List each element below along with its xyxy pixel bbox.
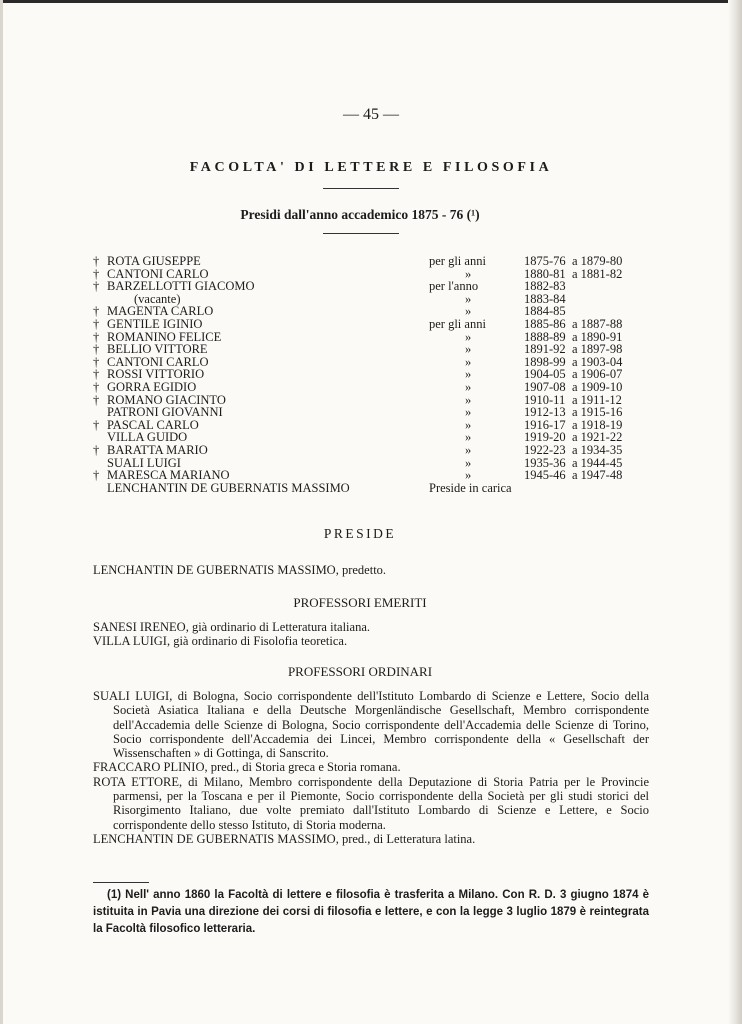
preside-name: ROTA GIUSEPPE — [107, 254, 201, 268]
year-to: a 1890-91 — [572, 329, 623, 344]
year-from: 1875-76 — [524, 254, 566, 268]
preside-name: LENCHANTIN DE GUBERNATIS MASSIMO — [107, 480, 350, 495]
divider — [323, 233, 399, 234]
period-label: » — [465, 342, 472, 357]
preside-name: PASCAL CARLO — [107, 417, 199, 432]
period-label: per gli anni — [429, 254, 486, 268]
year-from: 1922-23 — [524, 442, 566, 457]
professor-entry: FRACCARO PLINIO, pred., di Storia greca e Storia romana. — [93, 760, 401, 775]
year-from: 1891-92 — [524, 342, 566, 357]
year-to: a 1947-48 — [572, 468, 623, 483]
period-label: » — [465, 392, 472, 407]
deceased-cross-mark: † — [93, 442, 100, 457]
year-from: 1935-36 — [524, 455, 566, 470]
presidi-row — [93, 255, 653, 268]
year-to: a 1897-98 — [572, 342, 623, 357]
year-to: a 1887-88 — [572, 316, 623, 331]
year-from: 1898-99 — [524, 354, 566, 369]
year-from: 1945-46 — [524, 468, 566, 483]
period-label: » — [465, 291, 472, 306]
period-label: » — [465, 405, 472, 420]
faculty-title: FACOLTA' DI LETTERE E FILOSOFIA — [189, 160, 553, 175]
deceased-cross-mark: † — [93, 417, 100, 432]
presidi-row — [93, 444, 653, 457]
professor-entry: SANESI IRENEO, già ordinario di Letteratura italiana. — [93, 620, 371, 634]
preside-name: SUALI LUIGI — [107, 455, 181, 470]
deceased-cross-mark: † — [93, 254, 100, 268]
deceased-cross-mark: † — [93, 329, 100, 344]
preside-name: GORRA EGIDIO — [107, 379, 197, 394]
preside-name: MAGENTA CARLO — [107, 304, 214, 319]
year-from: 1883-84 — [524, 291, 566, 306]
year-from: 1882-83 — [524, 279, 566, 294]
period-label: Preside in carica — [429, 480, 512, 495]
page-edge-right — [728, 0, 742, 1024]
professor-entry: VILLA LUIGI, già ordinario di Fisolofia teoretica. — [93, 634, 348, 649]
year-from: 1880-81 — [524, 266, 566, 281]
year-from: 1919-20 — [524, 430, 566, 445]
presidi-row — [93, 318, 653, 331]
year-to: a 1911-12 — [572, 392, 622, 407]
deceased-cross-mark: † — [93, 316, 100, 331]
year-to: a 1918-19 — [572, 417, 623, 432]
period-label: » — [465, 455, 472, 470]
period-label: » — [465, 442, 472, 457]
year-to: a 1915-16 — [572, 405, 623, 420]
deceased-cross-mark: † — [93, 342, 100, 357]
preside-name: BARATTA MARIO — [107, 442, 208, 457]
deceased-cross-mark: † — [93, 279, 100, 294]
emeriti-heading: PROFESSORI EMERITI — [293, 595, 427, 610]
footnote: (1) Nell' anno 1860 la Facoltà di lettere e filosofia è trasferita a Milano. Con R. D. 3 giugno 1874 è istituita in Pavia una direzione dei corsi di filosofia e lettere, e con la legge 3 luglio 1879 è reintegrata la Facoltà filosofico letteraria. — [93, 889, 649, 935]
year-to: a 1909-10 — [572, 379, 623, 394]
deceased-cross-mark: † — [93, 354, 100, 369]
period-label: » — [465, 304, 472, 319]
period-label: » — [465, 329, 472, 344]
year-to: a 1906-07 — [572, 367, 623, 382]
year-to: a 1944-45 — [572, 455, 623, 470]
deceased-cross-mark: † — [93, 392, 100, 407]
year-to: a 1881-82 — [572, 266, 623, 281]
period-label: » — [465, 379, 472, 394]
presidi-row — [93, 482, 653, 495]
page-number: — 45 — — [343, 106, 399, 123]
year-from: 1912-13 — [524, 405, 566, 420]
deceased-cross-mark: † — [93, 266, 100, 281]
period-label: » — [465, 266, 472, 281]
presidi-row — [93, 406, 653, 419]
year-from: 1907-08 — [524, 379, 566, 394]
deceased-cross-mark: † — [93, 379, 100, 394]
preside-name: BARZELLOTTI GIACOMO — [107, 279, 255, 294]
year-from: 1888-89 — [524, 329, 566, 344]
year-from: 1884-85 — [524, 304, 566, 319]
year-from: 1904-05 — [524, 367, 566, 382]
presidi-row — [93, 469, 653, 482]
presidi-list — [93, 255, 653, 494]
page-edge-left — [0, 0, 3, 1024]
professor-entry: SUALI LUIGI, di Bologna, Socio corrispondente dell'Istituto Lombardo di Scienze e Lettere, Socio della Società Asiatica Italiana e della Deutsche Morgenländische Gesellschaft, Membro corrispondente dell'Accademia delle Scienze di Bologna, Socio corrispondente dell'Accademia delle Scienze di Torino, Socio corrispondente dell'Accademia dei Lincei, Membro corrispondente della « Gesellschaft der Wissenschaften » di Gottinga, di Sanscrito. — [93, 689, 649, 761]
year-to: a 1879-80 — [572, 254, 623, 268]
period-label: » — [465, 430, 472, 445]
period-label: » — [465, 417, 472, 432]
period-label: » — [465, 367, 472, 382]
deceased-cross-mark: † — [93, 304, 100, 319]
page-edge-top — [0, 0, 742, 3]
emeriti-list — [93, 620, 649, 649]
preside-heading: PRESIDE — [323, 526, 397, 541]
ordinari-heading: PROFESSORI ORDINARI — [287, 664, 433, 679]
deceased-cross-mark: † — [93, 367, 100, 382]
preside-name: MARESCA MARIANO — [107, 468, 230, 483]
period-label: » — [465, 468, 472, 483]
presidi-heading: Presidi dall'anno accademico 1875 - 76 (¹) — [240, 207, 480, 222]
year-from: 1910-11 — [524, 392, 566, 407]
preside-name: PATRONI GIOVANNI — [107, 405, 223, 420]
professor-entry: LENCHANTIN DE GUBERNATIS MASSIMO, pred., di Letteratura latina. — [93, 831, 476, 846]
preside-name: CANTONI CARLO — [107, 354, 209, 369]
presidi-row — [93, 280, 653, 293]
preside-text: LENCHANTIN DE GUBERNATIS MASSIMO, predetto. — [93, 563, 387, 577]
preside-name: VILLA GUIDO — [107, 430, 188, 445]
preside-name: GENTILE IGINIO — [107, 316, 203, 331]
period-label: » — [465, 354, 472, 369]
footnote-divider — [93, 882, 149, 883]
deceased-cross-mark: † — [93, 468, 100, 483]
preside-name: CANTONI CARLO — [107, 266, 209, 281]
preside-name: BELLIO VITTORE — [107, 342, 208, 357]
preside-name: ROMANINO FELICE — [107, 329, 222, 344]
preside-name: ROMANO GIACINTO — [107, 392, 226, 407]
presidi-row — [93, 381, 653, 394]
year-to: a 1903-04 — [572, 354, 623, 369]
preside-name: (vacante) — [134, 291, 181, 306]
divider — [323, 188, 399, 189]
ordinari-list — [93, 689, 649, 846]
year-to: a 1921-22 — [572, 430, 623, 445]
year-from: 1885-86 — [524, 316, 566, 331]
presidi-row — [93, 343, 653, 356]
preside-name: ROSSI VITTORIO — [107, 367, 205, 382]
professor-entry: ROTA ETTORE, di Milano, Membro corrispondente della Deputazione di Storia Patria per le Provincie parmensi, per la Toscana e per il Piemonte, Socio corrispondente della Società per gli studi storici del Risorgimento Italiano, due volte premiato dall'Istituto Lombardo di Scienze e Lettere, e Socio corrispondente dello stesso Istituto, di Storia moderna. — [93, 774, 649, 832]
year-from: 1916-17 — [524, 417, 566, 432]
period-label: per l'anno — [429, 279, 479, 294]
period-label: per gli anni — [429, 316, 486, 331]
year-to: a 1934-35 — [572, 442, 623, 457]
